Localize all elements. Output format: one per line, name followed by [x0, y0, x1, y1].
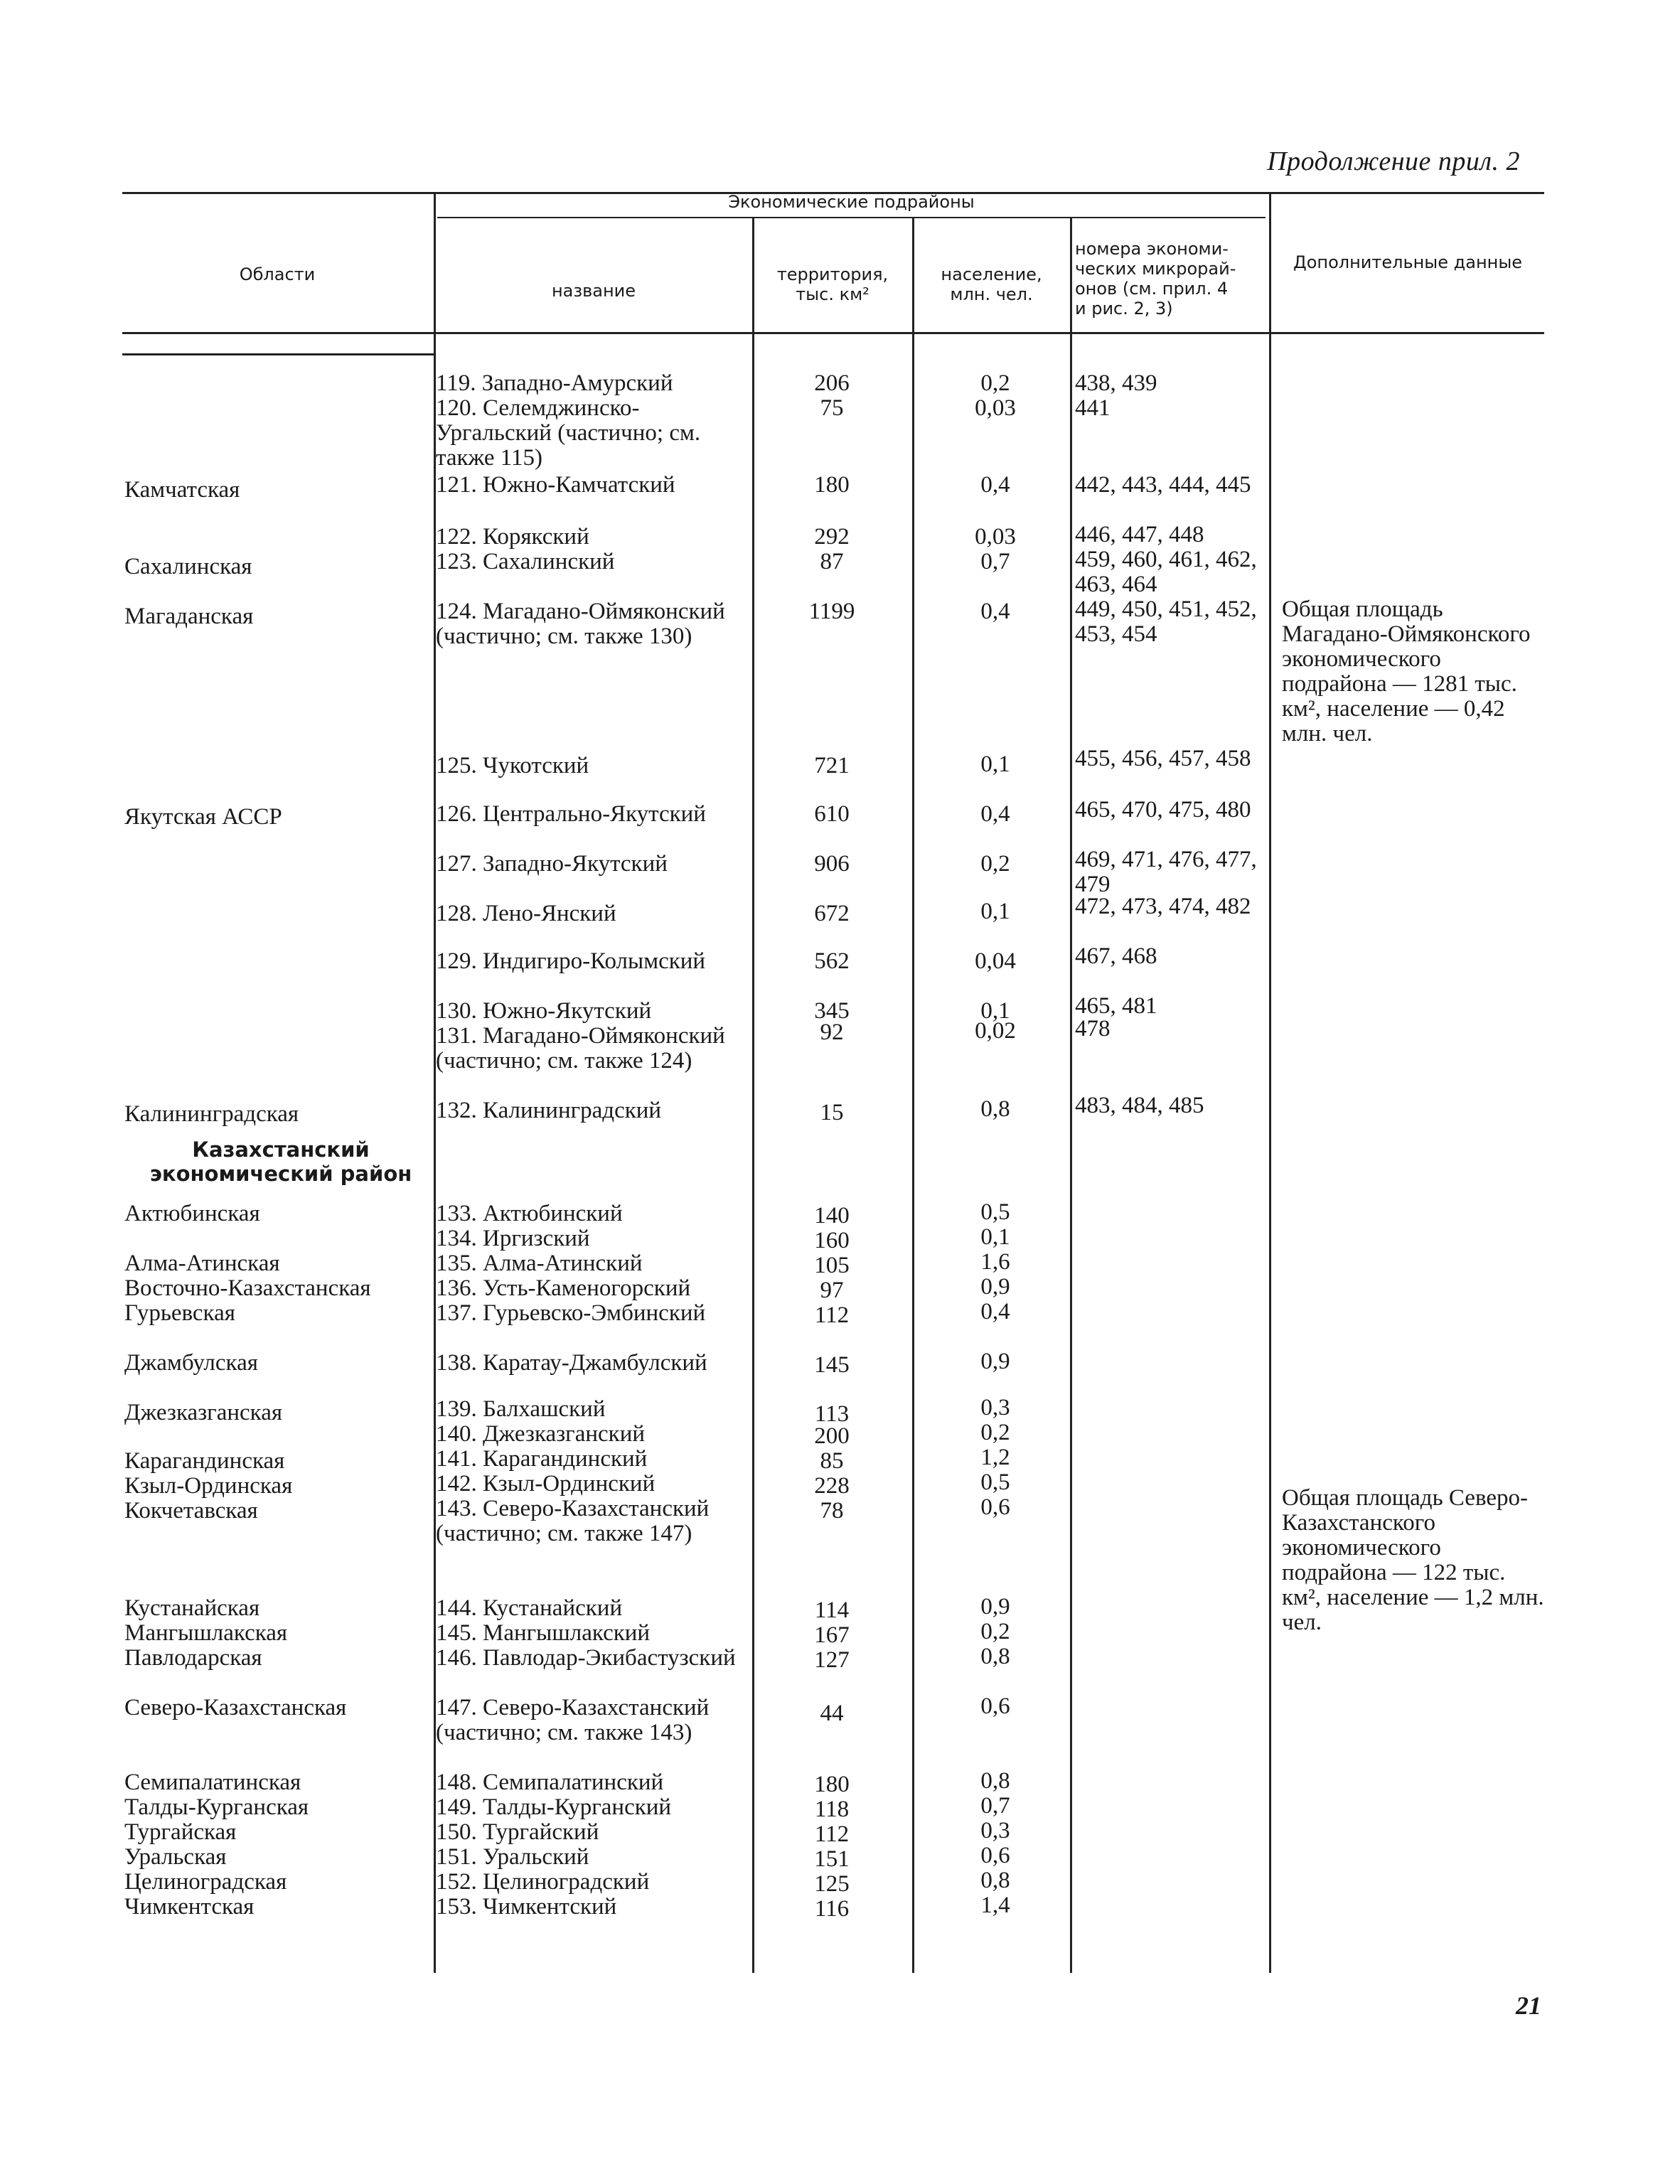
population-value: 0,9 [980, 1274, 1010, 1300]
territory-value: 180 [814, 1772, 850, 1797]
population-value: 0,4 [980, 801, 1010, 827]
population-value: 0,2 [980, 370, 1010, 396]
territory-value: 118 [814, 1797, 850, 1822]
continuation-label: Продолжение прил. 2 [1267, 146, 1520, 176]
territory-value: 116 [814, 1896, 850, 1922]
population-value: 0,6 [980, 1693, 1010, 1719]
population-value: 0,6 [980, 1843, 1010, 1868]
territory-value: 112 [814, 1302, 850, 1328]
territory-value: 87 [820, 549, 844, 574]
territory-value: 1199 [808, 599, 855, 624]
region-name: Восточно-Казахстанская [124, 1275, 371, 1301]
territory-value: 105 [814, 1253, 850, 1278]
region-name: Кустанайская [124, 1595, 260, 1621]
region-name: Магаданская [124, 604, 254, 629]
subregion-name: 124. Магадано-Оймяконский (частично; см. также 130) [436, 599, 725, 649]
territory-value: 114 [814, 1597, 850, 1623]
region-name: Мангышлакская [124, 1620, 288, 1646]
territory-value: 127 [814, 1647, 850, 1673]
micro-districts: 441 [1075, 395, 1111, 421]
subregion-name: 148. Семипалатинский [436, 1770, 664, 1795]
micro-districts: 449, 450, 451, 452, 453, 454 [1075, 596, 1257, 647]
territory-value: 721 [814, 753, 850, 778]
population-value: 1,2 [980, 1445, 1010, 1470]
region-name: Джезказганская [124, 1400, 283, 1425]
subregion-name: 128. Лено-Янский [436, 901, 616, 926]
micro-districts: 455, 456, 457, 458 [1075, 746, 1251, 771]
territory-value: 200 [814, 1423, 850, 1449]
population-value: 0,1 [980, 899, 1010, 924]
population-value: 0,03 [975, 524, 1016, 550]
population-value: 0,6 [980, 1494, 1010, 1520]
column-divider [912, 218, 914, 1973]
region-name: Северо-Казахстанская [124, 1695, 347, 1720]
subregion-name: 129. Индигиро-Колымский [436, 948, 706, 974]
territory-value: 180 [814, 472, 850, 498]
column-divider [752, 218, 754, 1973]
header-name: название [551, 281, 636, 301]
micro-districts: 483, 484, 485 [1075, 1093, 1204, 1118]
population-value: 0,3 [980, 1818, 1010, 1843]
population-value: 0,7 [980, 1793, 1010, 1819]
column-divider [1269, 192, 1271, 1973]
population-value: 0,04 [975, 948, 1016, 974]
population-value: 0,1 [980, 998, 1010, 1024]
subregion-name: 145. Мангышлакский [436, 1620, 651, 1646]
region-name: Кокчетавская [124, 1498, 258, 1524]
subregion-name: 122. Корякский [436, 524, 589, 550]
subregion-name: 142. Кзыл-Ординский [436, 1471, 656, 1497]
population-value: 0,1 [980, 1224, 1010, 1250]
subregion-name: 153. Чимкентский [436, 1894, 617, 1920]
subregion-name: 130. Южно-Якутский [436, 998, 652, 1024]
territory-value: 228 [814, 1473, 850, 1499]
column-divider [1070, 218, 1072, 1973]
micro-districts: 438, 439 [1075, 370, 1157, 396]
header-extra: Дополнительные данные [1293, 252, 1523, 272]
population-value: 0,4 [980, 472, 1010, 498]
territory-value: 206 [814, 370, 850, 396]
territory-value: 151 [814, 1846, 850, 1872]
subregion-name: 123. Сахалинский [436, 549, 615, 574]
header-group: Экономические подрайоны [728, 192, 975, 212]
subregion-name: 119. Западно-Амурский [436, 370, 673, 396]
micro-districts: 469, 471, 476, 477, 479 [1075, 847, 1257, 897]
region-name: Камчатская [124, 477, 240, 503]
region-name: Якутская АССР [124, 804, 282, 830]
subregion-name: 132. Калининградский [436, 1098, 662, 1123]
region-name: Калининградская [124, 1101, 299, 1127]
territory-value: 44 [820, 1701, 844, 1726]
subregion-name: 133. Актюбинский [436, 1201, 623, 1226]
region-name: Алма-Атинская [124, 1251, 280, 1276]
population-value: 0,3 [980, 1395, 1010, 1420]
population-value: 0,5 [980, 1199, 1010, 1225]
subregion-name: 120. Селемджинско-Ургальский (частично; см. также 115) [436, 395, 701, 471]
group-rule [437, 217, 1266, 218]
population-value: 0,5 [980, 1470, 1010, 1495]
population-value: 0,9 [980, 1349, 1010, 1374]
subregion-name: 135. Алма-Атинский [436, 1251, 643, 1276]
subregion-name: 147. Северо-Казахстанский (частично; см. также 143) [436, 1695, 710, 1745]
header-region: Области [239, 264, 316, 284]
micro-districts: 465, 470, 475, 480 [1075, 797, 1251, 823]
territory-value: 562 [814, 948, 850, 974]
population-value: 0,03 [975, 395, 1016, 421]
population-value: 0,8 [980, 1644, 1010, 1669]
subregion-name: 149. Талды-Курганский [436, 1794, 672, 1820]
subregion-name: 140. Джезказганский [436, 1421, 646, 1447]
population-value: 0,4 [980, 599, 1010, 624]
territory-value: 906 [814, 851, 850, 877]
micro-districts: 446, 447, 448 [1075, 522, 1204, 547]
subregion-name: 134. Иргизский [436, 1226, 590, 1251]
territory-value: 160 [814, 1228, 850, 1253]
region-name: Целиноградская [124, 1869, 287, 1895]
territory-value: 167 [814, 1622, 850, 1648]
subregion-name: 146. Павлодар-Экибастузский [436, 1645, 736, 1671]
region-name: Гурьевская [124, 1300, 235, 1326]
body-top-rule [122, 353, 435, 355]
region-name: Актюбинская [124, 1201, 260, 1226]
subregion-name: 137. Гурьевско-Эмбинский [436, 1300, 706, 1326]
territory-value: 75 [820, 395, 844, 421]
territory-value: 610 [814, 801, 850, 827]
subregion-name: 121. Южно-Камчатский [436, 472, 675, 498]
subregion-name: 151. Уральский [436, 1844, 589, 1870]
subregion-name: 141. Карагандинский [436, 1446, 648, 1472]
population-value: 1,4 [980, 1893, 1010, 1918]
subregion-name: 125. Чукотский [436, 753, 589, 778]
micro-districts: 478 [1075, 1016, 1111, 1042]
subregion-name: 152. Целиноградский [436, 1869, 650, 1895]
region-name: Семипалатинская [124, 1770, 301, 1795]
population-value: 0,9 [980, 1594, 1010, 1620]
population-value: 0,2 [980, 1420, 1010, 1445]
subregion-name: 136. Усть-Каменогорский [436, 1275, 691, 1301]
subregion-name: 143. Северо-Казахстанский (частично; см. также 147) [436, 1496, 710, 1546]
header-territory: территория, тыс. км² [776, 264, 889, 304]
territory-value: 292 [814, 524, 850, 550]
subregion-name: 127. Западно-Якутский [436, 851, 668, 877]
micro-districts: 465, 481 [1075, 993, 1157, 1019]
territory-value: 97 [820, 1278, 844, 1303]
region-name: Уральская [124, 1844, 227, 1870]
region-name: Сахалинская [124, 554, 252, 579]
subregion-name: 138. Каратау-Джамбулский [436, 1350, 707, 1376]
page-number: 21 [1516, 1991, 1541, 2020]
territory-value: 140 [814, 1203, 850, 1228]
population-value: 0,1 [980, 751, 1010, 777]
region-name: Джамбулская [124, 1350, 258, 1376]
micro-districts: 472, 473, 474, 482 [1075, 894, 1251, 919]
section-heading: Казахстанский экономический район [149, 1138, 412, 1186]
territory-value: 125 [814, 1871, 850, 1897]
region-name: Чимкентская [124, 1894, 255, 1920]
subregion-name: 144. Кустанайский [436, 1595, 623, 1621]
population-value: 0,8 [980, 1768, 1010, 1794]
territory-value: 78 [820, 1498, 844, 1524]
header-micro: номера экономи- ческих микрорай- онов (см. прил. 4 и рис. 2, 3) [1075, 239, 1236, 318]
territory-value: 92 [820, 1019, 844, 1045]
header-bottom-rule [122, 332, 1544, 334]
population-value: 0,8 [980, 1868, 1010, 1893]
population-value: 0,2 [980, 1619, 1010, 1644]
territory-value: 85 [820, 1448, 844, 1474]
territory-value: 345 [814, 998, 850, 1024]
region-name: Карагандинская [124, 1448, 285, 1474]
population-value: 0,2 [980, 851, 1010, 877]
micro-districts: 459, 460, 461, 462, 463, 464 [1075, 547, 1257, 597]
subregion-name: 131. Магадано-Оймяконский (частично; см. также 124) [436, 1023, 725, 1074]
subregion-name: 139. Балхашский [436, 1396, 606, 1422]
population-value: 0,7 [980, 549, 1010, 574]
region-name: Талды-Курганская [124, 1794, 309, 1820]
micro-districts: 442, 443, 444, 445 [1075, 472, 1251, 498]
population-value: 0,8 [980, 1096, 1010, 1122]
population-value: 0,02 [975, 1018, 1016, 1044]
population-value: 1,6 [980, 1249, 1010, 1275]
micro-districts: 467, 468 [1075, 943, 1157, 969]
territory-value: 113 [814, 1401, 850, 1427]
extra-note: Общая площадь Магадано-Оймяконского экономического подрайона — 1281 тыс. км², население — 0,42 млн. чел. [1282, 596, 1531, 746]
territory-value: 15 [820, 1100, 844, 1125]
subregion-name: 150. Тургайский [436, 1819, 599, 1845]
territory-value: 672 [814, 901, 850, 926]
territory-value: 145 [814, 1352, 850, 1378]
region-name: Кзыл-Ординская [124, 1473, 293, 1499]
population-value: 0,4 [980, 1299, 1010, 1324]
region-name: Павлодарская [124, 1645, 262, 1671]
extra-note: Общая площадь Северо-Казахстанского экономического подрайона — 122 тыс. км², население — 1,2 млн. чел. [1282, 1485, 1544, 1635]
header-population: население, млн. чел. [941, 264, 1042, 304]
subregion-name: 126. Центрально-Якутский [436, 801, 706, 827]
region-name: Тургайская [124, 1819, 237, 1845]
territory-value: 112 [814, 1821, 850, 1847]
